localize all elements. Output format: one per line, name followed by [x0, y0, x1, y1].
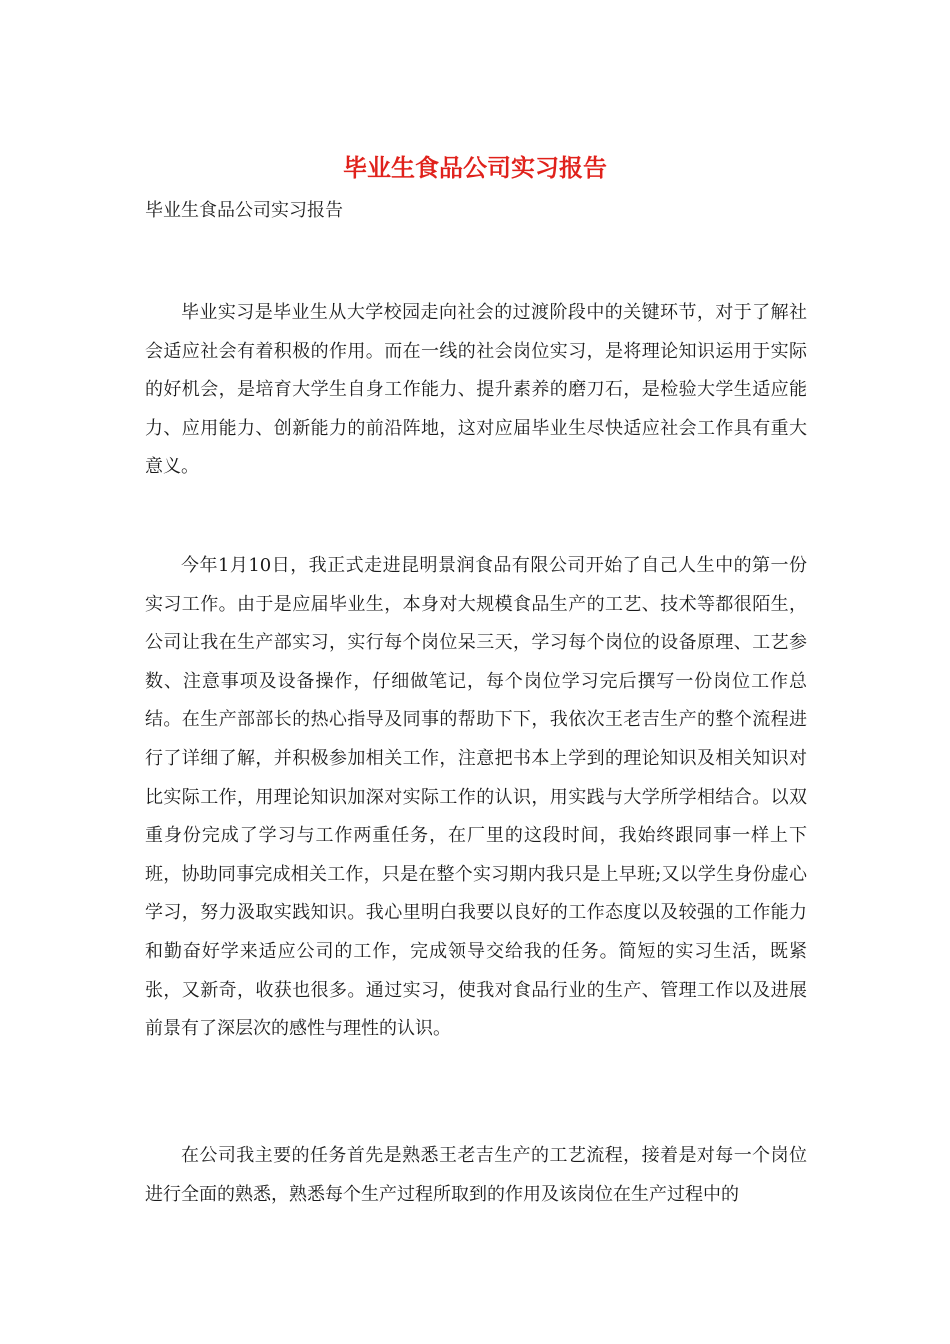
document-subtitle: 毕业生食品公司实习报告 [145, 200, 343, 221]
paragraph-1: 毕业实习是毕业生从大学校园走向社会的过渡阶段中的关键环节，对于了解社会适应社会有着积极的作用。而在一线的社会岗位实习，是将理论知识运用于实际的好机会，是培育大学生自身工作能力、提升素养的磨刀石，是检验大学生适应能力、应用能力、创新能力的前沿阵地，这对应届毕业生尽快适应社会工作具有重大意义。 [145, 302, 807, 478]
paragraph-3: 在公司我主要的任务首先是熟悉王老吉生产的工艺流程，接着是对每一个岗位进行全面的熟悉，熟悉每个生产过程所取到的作用及该岗位在生产过程中的 [145, 1145, 807, 1205]
document-title: 毕业生食品公司实习报告 [343, 153, 607, 182]
paragraph-2: 今年1月10日，我正式走进昆明景润食品有限公司开始了自己人生中的第一份实习工作。由于是应届毕业生，本身对大规模食品生产的工艺、技术等都很陌生，公司让我在生产部实习，实行每个岗位呆三天，学习每个岗位的设备原理、工艺参数、注意事项及设备操作，仔细做笔记，每个岗位学习完后撰写一份岗位工作总结。在生产部部长的热心指导及同事的帮助下下，我依次王老吉生产的整个流程进行了详细了解，并积极参加相关工作，注意把书本上学到的理论知识及相关知识对比实际工作，用理论知识加深对实际工作的认识，用实践与大学所学相结合。以双重身份完成了学习与工作两重任务，在厂里的这段时间，我始终跟同事一样上下班，协助同事完成相关工作，只是在整个实习期内我只是上早班;又以学生身份虚心学习，努力汲取实践知识。我心里明白我要以良好的工作态度以及较强的工作能力和勤奋好学来适应公司的工作，完成领导交给我的任务。简短的实习生活，既紧张，又新奇，收获也很多。通过实习，使我对食品行业的生产、管理工作以及进展前景有了深层次的感性与理性的认识。 [145, 555, 807, 1040]
